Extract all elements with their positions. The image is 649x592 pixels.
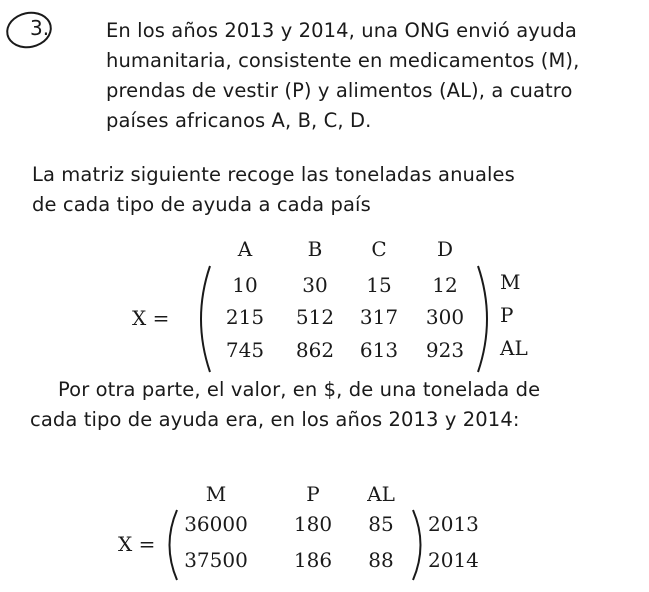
column-header: P [306, 482, 320, 506]
matrix-cell: 30 [302, 273, 328, 297]
right-parenthesis [410, 508, 430, 582]
column-header: B [307, 237, 323, 261]
matrix-cell: 180 [293, 512, 333, 536]
text-line: prendas de vestir (P) y alimentos (AL), a cuatro [106, 79, 573, 102]
matrix-cell: 36000 [184, 512, 248, 536]
column-header: M [205, 482, 227, 506]
row-label: 2013 [428, 512, 479, 536]
matrix-cell: 88 [368, 548, 394, 572]
column-header: AL [367, 482, 395, 506]
text-line: humanitaria, consistente en medicamentos (M), [106, 49, 580, 72]
matrix-cell: 512 [295, 305, 335, 329]
matrix-cell: 745 [225, 338, 265, 362]
problem-number: 3. [30, 16, 50, 40]
column-header: A [237, 237, 253, 261]
matrix-cell: 215 [225, 305, 265, 329]
matrix-cell: 862 [295, 338, 335, 362]
matrix-cell: 317 [359, 305, 399, 329]
matrix-name: X = [118, 532, 156, 556]
text-line: Por otra parte, el valor, en $, de una tonelada de [58, 378, 541, 401]
matrix-cell: 15 [366, 273, 392, 297]
row-label: P [500, 303, 514, 327]
matrix-cell: 186 [293, 548, 333, 572]
matrix-cell: 10 [232, 273, 258, 297]
matrix-cell: 37500 [184, 548, 248, 572]
text-line: de cada tipo de ayuda a cada país [32, 193, 371, 216]
text-line: cada tipo de ayuda era, en los años 2013 y 2014: [30, 408, 520, 431]
text-line: La matriz siguiente recoge las toneladas anuales [32, 163, 515, 186]
column-header: C [371, 237, 387, 261]
matrix-cell: 12 [432, 273, 458, 297]
row-label: 2014 [428, 548, 479, 572]
matrix-cell: 85 [368, 512, 394, 536]
matrix-cell: 923 [425, 338, 465, 362]
row-label: AL [500, 336, 528, 360]
row-label: M [500, 270, 521, 294]
text-line: países africanos A, B, C, D. [106, 109, 372, 132]
column-header: D [436, 237, 454, 261]
text-line: En los años 2013 y 2014, una ONG envió ayuda [106, 19, 577, 42]
matrix-cell: 613 [359, 338, 399, 362]
matrix-cell: 300 [425, 305, 465, 329]
matrix-name: X = [132, 306, 170, 330]
